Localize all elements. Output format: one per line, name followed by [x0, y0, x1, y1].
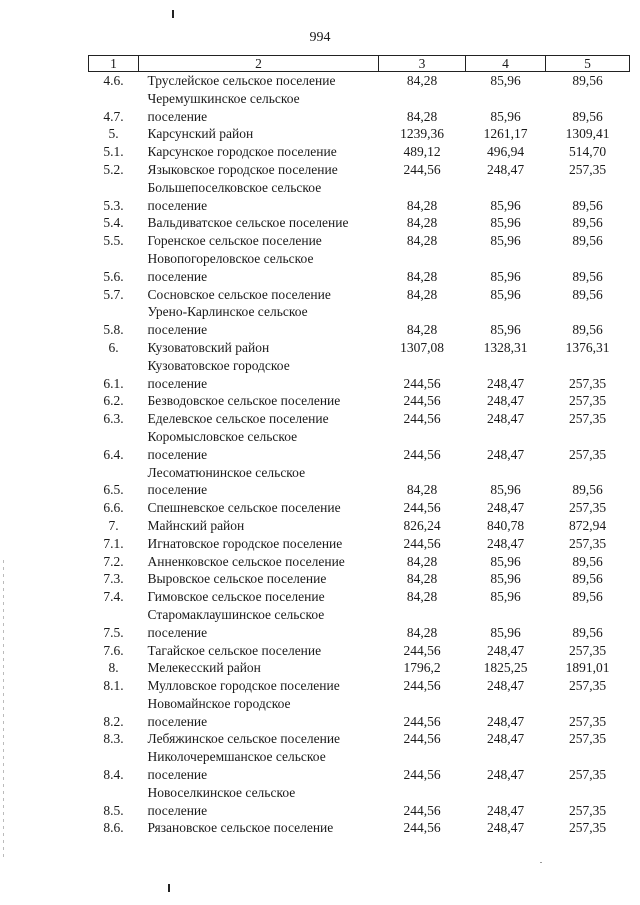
- value-col-5: 89,56: [572, 553, 603, 569]
- value-col-5: 257,35: [568, 767, 607, 783]
- municipality-name: [139, 588, 379, 606]
- municipality-name: [139, 517, 379, 535]
- value-col-3: 84,28: [406, 482, 438, 498]
- value-col-3: 84,28: [406, 624, 438, 640]
- value-col-5: 257,35: [568, 731, 607, 747]
- municipality-name: [139, 214, 379, 232]
- value-col-3: 1796,2: [403, 660, 441, 676]
- value-col-5: 257,35: [568, 500, 607, 516]
- municipality-name-line: Урено-Карлинское сельское: [147, 304, 308, 320]
- municipality-name: [139, 677, 379, 695]
- table-row: [89, 499, 630, 517]
- value-col-4: 85,96: [490, 553, 521, 569]
- table-row: [89, 535, 630, 553]
- row-number: 6.6.: [103, 500, 124, 516]
- table-row: [89, 517, 630, 535]
- value-col-4: 248,47: [486, 642, 525, 658]
- value-col-3: 244,56: [403, 535, 441, 551]
- column-header: 3: [379, 56, 466, 72]
- value-col-4: 85,96: [490, 268, 521, 284]
- value-col-5: 257,35: [568, 820, 607, 836]
- value-col-5: 89,56: [572, 108, 603, 124]
- municipality-name-line: поселение: [147, 108, 208, 124]
- value-col-3: 1307,08: [400, 339, 444, 355]
- value-col-4: 85,96: [490, 571, 521, 587]
- row-number: 8.2.: [103, 713, 124, 729]
- table-row: [89, 161, 630, 179]
- column-header: 4: [466, 56, 546, 72]
- value-col-4: 85,96: [490, 108, 521, 124]
- value-col-4: 85,96: [490, 73, 521, 88]
- row-number: 4.6.: [103, 73, 124, 88]
- municipality-name-line: Карсунский район: [147, 126, 254, 142]
- municipality-name-line: Спешневское сельское поселение: [147, 500, 341, 516]
- value-col-3: 84,28: [406, 108, 438, 124]
- municipality-name-line: Майнский район: [147, 517, 245, 533]
- table-row: [89, 339, 630, 357]
- row-number: 6.2.: [103, 393, 124, 409]
- municipality-name-line: Вальдиватское сельское поселение: [147, 215, 349, 231]
- municipality-name: [139, 357, 379, 393]
- table-row: [89, 730, 630, 748]
- municipality-name: [139, 143, 379, 161]
- municipality-name-line: Кузоватовский район: [147, 339, 270, 355]
- row-number: 5.5.: [103, 233, 124, 249]
- table-row: [89, 286, 630, 304]
- municipality-name-line: Новомайнское городское: [147, 695, 291, 711]
- municipality-name: [139, 819, 379, 837]
- municipality-name: [139, 748, 379, 784]
- municipality-name-line: Новопогореловское сельское: [147, 250, 314, 266]
- column-header: 1: [89, 56, 139, 72]
- value-col-3: 244,56: [403, 500, 441, 516]
- municipality-name-line: Гимовское сельское поселение: [147, 589, 325, 605]
- municipality-name-line: Безводовское сельское поселение: [147, 393, 341, 409]
- value-col-5: 89,56: [572, 73, 603, 88]
- value-col-4: 1261,17: [483, 126, 528, 142]
- municipality-name: [139, 250, 379, 286]
- value-col-3: 84,28: [406, 233, 438, 249]
- scan-speck: [540, 862, 542, 863]
- row-number: 7.4.: [103, 589, 124, 605]
- municipality-name: [139, 464, 379, 500]
- municipality-name-line: Языковское городское поселение: [147, 161, 338, 177]
- value-col-3: 244,56: [403, 446, 441, 462]
- value-col-3: 84,28: [406, 215, 438, 231]
- municipality-name: [139, 499, 379, 517]
- value-col-4: 248,47: [486, 411, 525, 427]
- municipality-name-line: Горенское сельское поселение: [147, 233, 322, 249]
- value-col-5: 257,35: [568, 678, 607, 694]
- value-col-5: 89,56: [572, 268, 603, 284]
- value-col-5: 514,70: [568, 144, 607, 160]
- table-header-row: [89, 56, 630, 72]
- value-col-5: 257,35: [568, 375, 607, 391]
- value-col-5: 89,56: [572, 571, 603, 587]
- table-row: [89, 179, 630, 215]
- row-number: 7.2.: [103, 553, 124, 569]
- value-col-4: 85,96: [490, 215, 521, 231]
- value-col-5: 89,56: [572, 482, 603, 498]
- value-col-3: 244,56: [403, 767, 441, 783]
- value-col-3: 84,28: [406, 73, 438, 88]
- table-row: [89, 143, 630, 161]
- municipality-name: [139, 410, 379, 428]
- row-number: 8.1.: [103, 678, 124, 694]
- value-col-3: 244,56: [403, 642, 441, 658]
- municipality-name: [139, 90, 379, 126]
- table-row: [89, 464, 630, 500]
- municipality-name-line: Старомаклаушинское сельское: [147, 606, 325, 622]
- municipality-name: [139, 286, 379, 304]
- municipality-name-line: Рязановское сельское поселение: [147, 820, 334, 836]
- municipality-name: [139, 784, 379, 820]
- municipality-name: [139, 570, 379, 588]
- value-col-5: 89,56: [572, 197, 603, 213]
- row-number: 4.7.: [103, 108, 124, 124]
- municipality-name: [139, 606, 379, 642]
- value-col-3: 244,56: [403, 713, 441, 729]
- value-col-5: 257,35: [568, 713, 607, 729]
- row-number: 6.1.: [103, 375, 124, 391]
- value-col-3: 489,12: [403, 144, 441, 160]
- value-col-5: 257,35: [568, 161, 607, 177]
- value-col-3: 244,56: [403, 731, 441, 747]
- municipality-name-line: поселение: [147, 446, 208, 462]
- value-col-3: 244,56: [403, 161, 441, 177]
- municipality-name-line: Труслейское сельское поселение: [147, 73, 336, 88]
- value-col-3: 244,56: [403, 820, 441, 836]
- row-number: 6.3.: [103, 411, 124, 427]
- row-number: 5.7.: [103, 286, 124, 302]
- value-col-5: 1891,01: [565, 660, 610, 676]
- table-row: [89, 357, 630, 393]
- municipality-name: [139, 161, 379, 179]
- municipality-name: [139, 232, 379, 250]
- value-col-3: 84,28: [406, 553, 438, 569]
- municipality-name-line: поселение: [147, 802, 208, 818]
- table-row: [89, 232, 630, 250]
- value-col-4: 85,96: [490, 197, 521, 213]
- table-row: [89, 695, 630, 731]
- column-header: 2: [139, 56, 379, 72]
- scan-mark-bottom: [168, 884, 170, 892]
- municipality-name-line: Еделевское сельское поселение: [147, 411, 329, 427]
- municipality-name: [139, 72, 379, 90]
- row-number: 6.4.: [103, 446, 124, 462]
- table-row: [89, 570, 630, 588]
- value-col-4: 85,96: [490, 233, 521, 249]
- value-col-5: 89,56: [572, 286, 603, 302]
- municipality-name-line: поселение: [147, 197, 208, 213]
- municipality-name: [139, 179, 379, 215]
- municipality-name-line: Большепоселковское сельское: [147, 179, 322, 195]
- municipality-name: [139, 553, 379, 571]
- municipality-name-line: Тагайское сельское поселение: [147, 642, 322, 658]
- row-number: 6.: [108, 339, 119, 355]
- municipality-name-line: Выровское сельское поселение: [147, 571, 327, 587]
- value-col-4: 840,78: [486, 517, 525, 533]
- value-col-4: 248,47: [486, 678, 525, 694]
- table-row: [89, 303, 630, 339]
- value-col-5: 257,35: [568, 535, 607, 551]
- value-col-3: 244,56: [403, 802, 441, 818]
- value-col-4: 1825,25: [483, 660, 528, 676]
- table-row: [89, 642, 630, 660]
- value-col-5: 89,56: [572, 322, 603, 338]
- value-col-4: 248,47: [486, 731, 525, 747]
- value-col-4: 85,96: [490, 286, 521, 302]
- value-col-4: 248,47: [486, 802, 525, 818]
- value-col-5: 89,56: [572, 624, 603, 640]
- municipality-name-line: Новоселкинское сельское: [147, 784, 296, 800]
- municipality-name: [139, 392, 379, 410]
- value-col-4: 85,96: [490, 482, 521, 498]
- municipality-name-line: Лебяжинское сельское поселение: [147, 731, 341, 747]
- row-number: 7.5.: [103, 624, 124, 640]
- value-col-5: 89,56: [572, 233, 603, 249]
- municipality-name-line: поселение: [147, 375, 208, 391]
- municipality-name: [139, 659, 379, 677]
- row-number: 7.6.: [103, 642, 124, 658]
- municipality-name-line: Сосновское сельское поселение: [147, 286, 331, 302]
- row-number: 5.3.: [103, 197, 124, 213]
- value-col-3: 84,28: [406, 197, 438, 213]
- municipality-name: [139, 125, 379, 143]
- value-col-5: 257,35: [568, 411, 607, 427]
- table-row: [89, 72, 630, 90]
- table-row: [89, 250, 630, 286]
- table-row: [89, 428, 630, 464]
- row-number: 6.5.: [103, 482, 124, 498]
- table-row: [89, 588, 630, 606]
- row-number: 8.5.: [103, 802, 124, 818]
- value-col-3: 826,24: [403, 517, 441, 533]
- row-number: 5.4.: [103, 215, 124, 231]
- municipality-name-line: Мелекесский район: [147, 660, 261, 676]
- value-col-5: 257,35: [568, 802, 607, 818]
- scan-mark-top: [172, 10, 174, 18]
- table-row: [89, 606, 630, 642]
- municipality-name: [139, 339, 379, 357]
- column-header: 5: [546, 56, 630, 72]
- value-col-4: 248,47: [486, 535, 525, 551]
- row-number: 5.: [108, 126, 119, 142]
- municipality-name-line: Николочеремшанское сельское: [147, 749, 326, 765]
- municipality-name: [139, 730, 379, 748]
- table-row: [89, 784, 630, 820]
- value-col-3: 84,28: [406, 589, 438, 605]
- value-col-3: 244,56: [403, 411, 441, 427]
- value-col-4: 248,47: [486, 820, 525, 836]
- table-row: [89, 125, 630, 143]
- value-col-5: 872,94: [568, 517, 607, 533]
- municipality-name-line: поселение: [147, 268, 208, 284]
- value-col-4: 248,47: [486, 500, 525, 516]
- municipality-name-line: Коромысловское сельское: [147, 428, 298, 444]
- scan-edge-line: [3, 560, 4, 860]
- table-row: [89, 748, 630, 784]
- row-number: 7.3.: [103, 571, 124, 587]
- row-number: 8.6.: [103, 820, 124, 836]
- data-table: [88, 55, 630, 837]
- municipality-name-line: Лесоматюнинское сельское: [147, 464, 306, 480]
- value-col-3: 244,56: [403, 678, 441, 694]
- value-col-4: 1328,31: [483, 339, 528, 355]
- row-number: 8.3.: [103, 731, 124, 747]
- table-row: [89, 410, 630, 428]
- value-col-5: 257,35: [568, 642, 607, 658]
- page-number: 994: [309, 30, 331, 45]
- row-number: 5.6.: [103, 268, 124, 284]
- table-row: [89, 90, 630, 126]
- value-col-5: 257,35: [568, 446, 607, 462]
- row-number: 8.4.: [103, 767, 124, 783]
- table-row: [89, 553, 630, 571]
- value-col-4: 85,96: [490, 322, 521, 338]
- value-col-5: 1309,41: [565, 126, 610, 142]
- value-col-4: 85,96: [490, 589, 521, 605]
- value-col-3: 1239,36: [400, 126, 444, 142]
- row-number: 8.: [108, 660, 119, 676]
- value-col-4: 248,47: [486, 713, 525, 729]
- municipality-name-line: поселение: [147, 482, 208, 498]
- value-col-4: 496,94: [486, 144, 525, 160]
- value-col-3: 84,28: [406, 286, 438, 302]
- municipality-name: [139, 535, 379, 553]
- municipality-name-line: поселение: [147, 767, 208, 783]
- municipality-name: [139, 695, 379, 731]
- value-col-4: 248,47: [486, 161, 525, 177]
- municipality-name: [139, 642, 379, 660]
- row-number: 5.8.: [103, 322, 124, 338]
- row-number: 7.: [108, 517, 119, 533]
- value-col-4: 248,47: [486, 393, 525, 409]
- value-col-3: 244,56: [403, 375, 441, 391]
- table-row: [89, 392, 630, 410]
- municipality-name-line: Игнатовское городское поселение: [147, 535, 343, 551]
- municipality-name-line: поселение: [147, 713, 208, 729]
- value-col-4: 248,47: [486, 375, 525, 391]
- municipality-name: [139, 428, 379, 464]
- row-number: 5.1.: [103, 144, 124, 160]
- value-col-4: 248,47: [486, 767, 525, 783]
- municipality-name-line: Карсунское городское поселение: [147, 144, 337, 160]
- table-row: [89, 214, 630, 232]
- value-col-3: 84,28: [406, 322, 438, 338]
- municipality-name-line: поселение: [147, 624, 208, 640]
- municipality-name-line: поселение: [147, 322, 208, 338]
- municipality-name: [139, 303, 379, 339]
- value-col-3: 244,56: [403, 393, 441, 409]
- table-row: [89, 677, 630, 695]
- municipality-name-line: Мулловское городское поселение: [147, 678, 340, 694]
- table-body: [89, 72, 630, 838]
- value-col-5: 89,56: [572, 215, 603, 231]
- value-col-3: 84,28: [406, 571, 438, 587]
- row-number: 5.2.: [103, 161, 124, 177]
- value-col-4: 248,47: [486, 446, 525, 462]
- municipality-name-line: Анненковское сельское поселение: [147, 553, 345, 569]
- municipality-name-line: Кузоватовское городское: [147, 357, 290, 373]
- value-col-5: 257,35: [568, 393, 607, 409]
- value-col-5: 1376,31: [565, 339, 610, 355]
- table-row: [89, 659, 630, 677]
- value-col-5: 89,56: [572, 589, 603, 605]
- table-row: [89, 819, 630, 837]
- value-col-3: 84,28: [406, 268, 438, 284]
- value-col-4: 85,96: [490, 624, 521, 640]
- municipality-name-line: Черемушкинское сельское: [147, 90, 300, 106]
- row-number: 7.1.: [103, 535, 124, 551]
